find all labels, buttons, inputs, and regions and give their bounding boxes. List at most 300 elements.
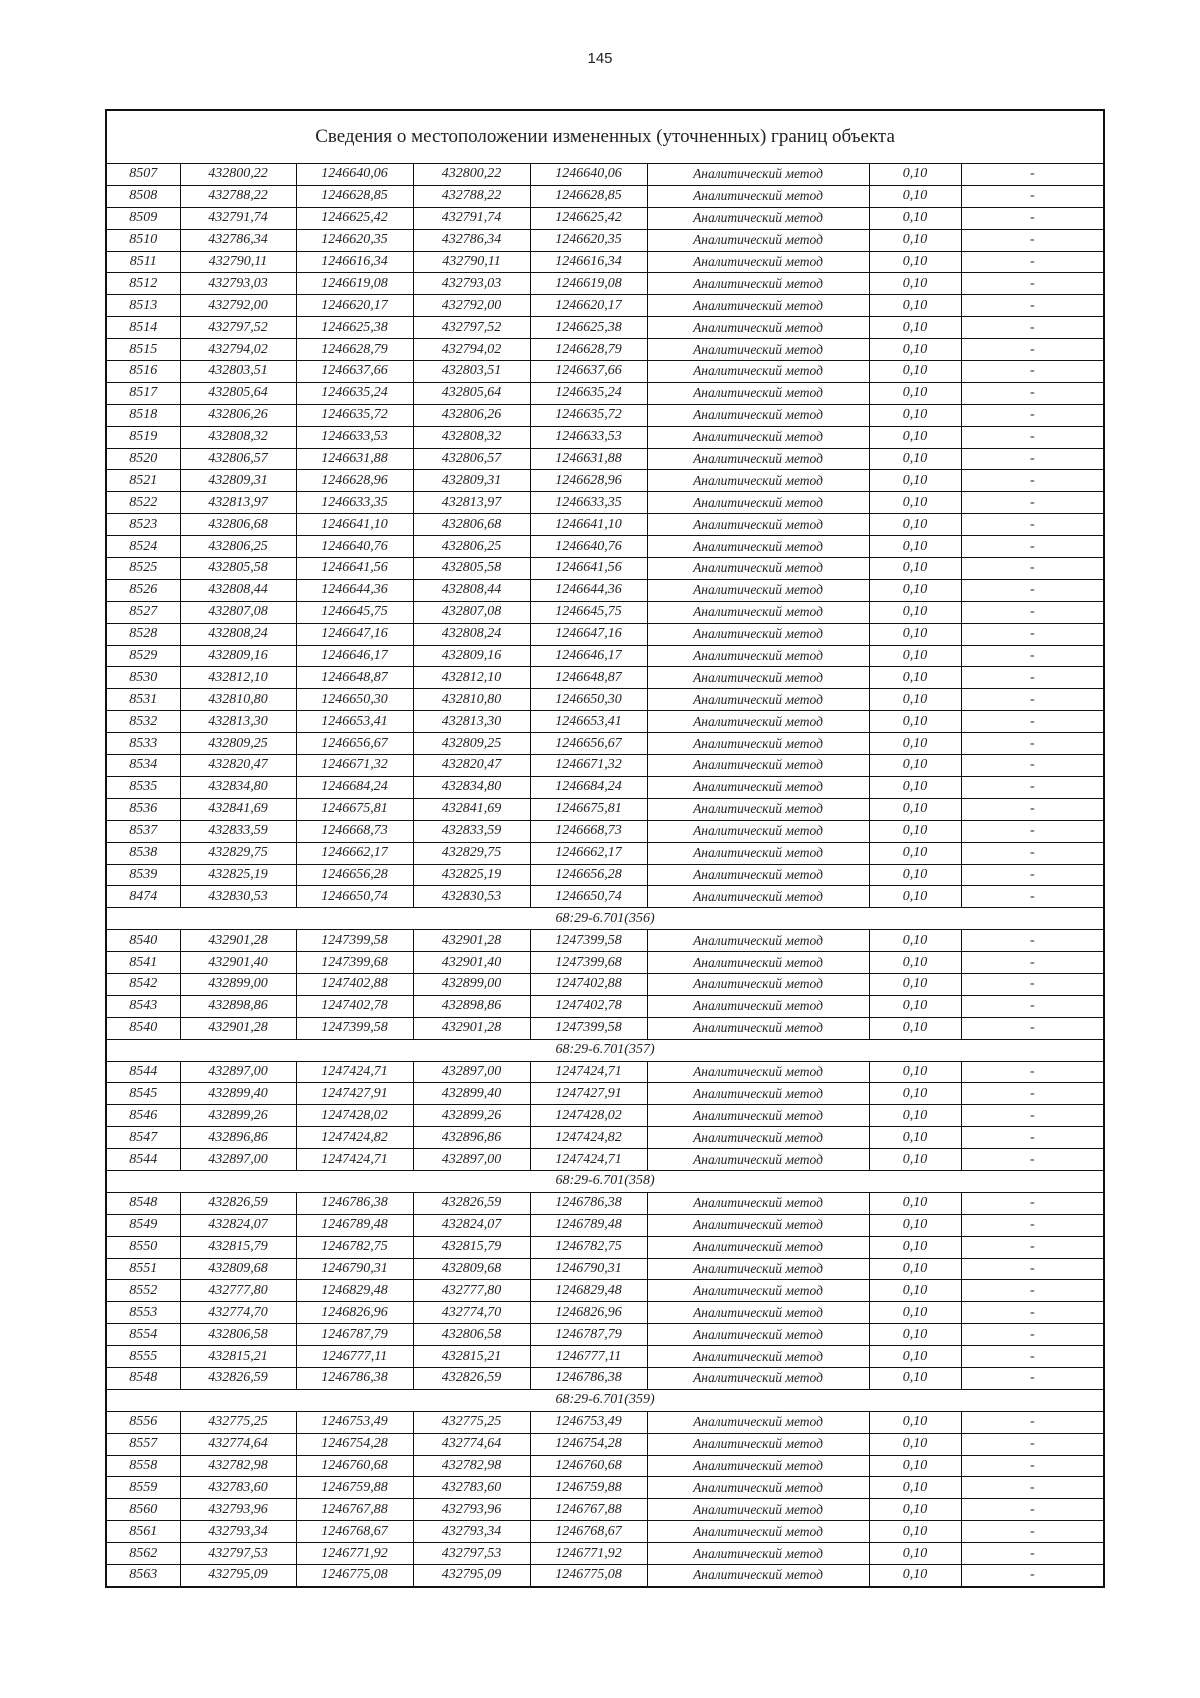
cell-method: Аналитический метод bbox=[647, 842, 869, 864]
cell-description: - bbox=[961, 317, 1104, 339]
cell-accuracy: 0,10 bbox=[869, 1214, 961, 1236]
cell-y-old: 1246628,85 bbox=[296, 185, 413, 207]
cell-y-old: 1246829,48 bbox=[296, 1280, 413, 1302]
cell-y-new: 1247424,71 bbox=[530, 1149, 647, 1171]
cell-x-new: 432898,86 bbox=[413, 995, 530, 1017]
cell-x-old: 432797,53 bbox=[180, 1543, 296, 1565]
cell-y-old: 1246644,36 bbox=[296, 579, 413, 601]
cell-y-old: 1246767,88 bbox=[296, 1499, 413, 1521]
cell-description: - bbox=[961, 382, 1104, 404]
cell-y-new: 1246647,16 bbox=[530, 623, 647, 645]
cell-y-old: 1247399,68 bbox=[296, 952, 413, 974]
cell-method: Аналитический метод bbox=[647, 1083, 869, 1105]
cell-y-old: 1246650,74 bbox=[296, 886, 413, 908]
cell-description: - bbox=[961, 755, 1104, 777]
table-row bbox=[106, 995, 1104, 1017]
cell-y-old: 1246641,10 bbox=[296, 514, 413, 536]
cell-method: Аналитический метод bbox=[647, 689, 869, 711]
cell-point-number: 8559 bbox=[106, 1477, 180, 1499]
cell-description: - bbox=[961, 776, 1104, 798]
cell-x-old: 432805,58 bbox=[180, 558, 296, 580]
cell-x-new: 432795,09 bbox=[413, 1565, 530, 1587]
cell-accuracy: 0,10 bbox=[869, 1017, 961, 1039]
cell-accuracy: 0,10 bbox=[869, 1367, 961, 1389]
cell-method: Аналитический метод bbox=[647, 1214, 869, 1236]
cell-accuracy: 0,10 bbox=[869, 1302, 961, 1324]
cell-accuracy: 0,10 bbox=[869, 536, 961, 558]
cell-y-old: 1247402,78 bbox=[296, 995, 413, 1017]
cell-method: Аналитический метод bbox=[647, 973, 869, 995]
cell-y-old: 1246620,17 bbox=[296, 295, 413, 317]
cell-accuracy: 0,10 bbox=[869, 1105, 961, 1127]
cell-x-old: 432898,86 bbox=[180, 995, 296, 1017]
cell-accuracy: 0,10 bbox=[869, 1455, 961, 1477]
cell-accuracy: 0,10 bbox=[869, 798, 961, 820]
cell-point-number: 8563 bbox=[106, 1565, 180, 1587]
cell-x-old: 432792,00 bbox=[180, 295, 296, 317]
cell-point-number: 8530 bbox=[106, 667, 180, 689]
cell-point-number: 8474 bbox=[106, 886, 180, 908]
cell-x-old: 432826,59 bbox=[180, 1192, 296, 1214]
cell-x-old: 432797,52 bbox=[180, 317, 296, 339]
cell-description: - bbox=[961, 886, 1104, 908]
cell-y-old: 1246620,35 bbox=[296, 229, 413, 251]
cell-y-new: 1246640,76 bbox=[530, 536, 647, 558]
cell-x-new: 432807,08 bbox=[413, 601, 530, 623]
cell-y-old: 1247428,02 bbox=[296, 1105, 413, 1127]
cell-x-new: 432793,34 bbox=[413, 1521, 530, 1543]
table-row bbox=[106, 361, 1104, 383]
cell-x-old: 432786,34 bbox=[180, 229, 296, 251]
table-row bbox=[106, 404, 1104, 426]
cell-accuracy: 0,10 bbox=[869, 1192, 961, 1214]
cell-y-old: 1246641,56 bbox=[296, 558, 413, 580]
cell-x-new: 432808,24 bbox=[413, 623, 530, 645]
cell-method: Аналитический метод bbox=[647, 667, 869, 689]
cell-method: Аналитический метод bbox=[647, 886, 869, 908]
table-row bbox=[106, 1411, 1104, 1433]
table-row bbox=[106, 1105, 1104, 1127]
cell-description: - bbox=[961, 623, 1104, 645]
table-row bbox=[106, 492, 1104, 514]
cell-accuracy: 0,10 bbox=[869, 820, 961, 842]
cell-description: - bbox=[961, 1127, 1104, 1149]
cell-method: Аналитический метод bbox=[647, 1411, 869, 1433]
cell-accuracy: 0,10 bbox=[869, 689, 961, 711]
cell-y-new: 1246648,87 bbox=[530, 667, 647, 689]
cell-y-new: 1246650,74 bbox=[530, 886, 647, 908]
cell-y-new: 1246620,35 bbox=[530, 229, 647, 251]
table-row bbox=[106, 1477, 1104, 1499]
table-row bbox=[106, 273, 1104, 295]
cell-accuracy: 0,10 bbox=[869, 470, 961, 492]
cell-y-old: 1246668,73 bbox=[296, 820, 413, 842]
cell-y-new: 1246684,24 bbox=[530, 776, 647, 798]
table-row bbox=[106, 1258, 1104, 1280]
cell-method: Аналитический метод bbox=[647, 448, 869, 470]
cell-y-new: 1246653,41 bbox=[530, 711, 647, 733]
cell-description: - bbox=[961, 1302, 1104, 1324]
cell-accuracy: 0,10 bbox=[869, 317, 961, 339]
cell-point-number: 8542 bbox=[106, 973, 180, 995]
cell-x-new: 432786,34 bbox=[413, 229, 530, 251]
cell-point-number: 8508 bbox=[106, 185, 180, 207]
cell-y-old: 1246619,08 bbox=[296, 273, 413, 295]
cell-accuracy: 0,10 bbox=[869, 1543, 961, 1565]
cell-point-number: 8513 bbox=[106, 295, 180, 317]
cell-x-new: 432792,00 bbox=[413, 295, 530, 317]
cell-description: - bbox=[961, 1543, 1104, 1565]
cell-point-number: 8510 bbox=[106, 229, 180, 251]
cell-x-new: 432834,80 bbox=[413, 776, 530, 798]
cell-accuracy: 0,10 bbox=[869, 1258, 961, 1280]
cell-accuracy: 0,10 bbox=[869, 339, 961, 361]
cell-x-new: 432899,26 bbox=[413, 1105, 530, 1127]
cell-y-new: 1246635,72 bbox=[530, 404, 647, 426]
cell-x-new: 432809,31 bbox=[413, 470, 530, 492]
cell-x-old: 432896,86 bbox=[180, 1127, 296, 1149]
cell-point-number: 8523 bbox=[106, 514, 180, 536]
cell-x-old: 432808,32 bbox=[180, 426, 296, 448]
cell-method: Аналитический метод bbox=[647, 382, 869, 404]
cell-method: Аналитический метод bbox=[647, 820, 869, 842]
cell-x-new: 432809,25 bbox=[413, 733, 530, 755]
cell-y-new: 1247424,82 bbox=[530, 1127, 647, 1149]
cell-x-new: 432805,58 bbox=[413, 558, 530, 580]
section-label: 68:29-6.701(356) bbox=[106, 908, 1104, 930]
section-label: 68:29-6.701(359) bbox=[106, 1389, 1104, 1411]
table-row bbox=[106, 755, 1104, 777]
cell-x-old: 432901,28 bbox=[180, 930, 296, 952]
table-row bbox=[106, 711, 1104, 733]
cell-point-number: 8554 bbox=[106, 1324, 180, 1346]
cell-accuracy: 0,10 bbox=[869, 273, 961, 295]
table-row bbox=[106, 1455, 1104, 1477]
cell-point-number: 8533 bbox=[106, 733, 180, 755]
cell-method: Аналитический метод bbox=[647, 1017, 869, 1039]
cell-x-old: 432899,26 bbox=[180, 1105, 296, 1127]
cell-y-new: 1246759,88 bbox=[530, 1477, 647, 1499]
cell-y-old: 1246635,24 bbox=[296, 382, 413, 404]
cell-accuracy: 0,10 bbox=[869, 973, 961, 995]
cell-x-new: 432829,75 bbox=[413, 842, 530, 864]
cell-x-new: 432806,26 bbox=[413, 404, 530, 426]
cell-method: Аналитический метод bbox=[647, 733, 869, 755]
cell-x-old: 432809,16 bbox=[180, 645, 296, 667]
cell-y-old: 1246648,87 bbox=[296, 667, 413, 689]
cell-method: Аналитический метод bbox=[647, 1521, 869, 1543]
table-row bbox=[106, 514, 1104, 536]
cell-x-new: 432901,28 bbox=[413, 930, 530, 952]
table-row bbox=[106, 164, 1104, 186]
cell-method: Аналитический метод bbox=[647, 536, 869, 558]
cell-y-old: 1246786,38 bbox=[296, 1192, 413, 1214]
cell-description: - bbox=[961, 1192, 1104, 1214]
cell-accuracy: 0,10 bbox=[869, 733, 961, 755]
cell-accuracy: 0,10 bbox=[869, 755, 961, 777]
cell-description: - bbox=[961, 448, 1104, 470]
cell-method: Аналитический метод bbox=[647, 1565, 869, 1587]
cell-accuracy: 0,10 bbox=[869, 251, 961, 273]
cell-x-old: 432813,97 bbox=[180, 492, 296, 514]
table-row bbox=[106, 1302, 1104, 1324]
cell-point-number: 8516 bbox=[106, 361, 180, 383]
cell-x-old: 432782,98 bbox=[180, 1455, 296, 1477]
cell-y-new: 1246645,75 bbox=[530, 601, 647, 623]
section-header-row bbox=[106, 908, 1104, 930]
cell-accuracy: 0,10 bbox=[869, 1280, 961, 1302]
cell-description: - bbox=[961, 492, 1104, 514]
cell-point-number: 8536 bbox=[106, 798, 180, 820]
cell-description: - bbox=[961, 1455, 1104, 1477]
cell-description: - bbox=[961, 1499, 1104, 1521]
cell-accuracy: 0,10 bbox=[869, 1521, 961, 1543]
cell-accuracy: 0,10 bbox=[869, 1061, 961, 1083]
cell-x-old: 432825,19 bbox=[180, 864, 296, 886]
cell-y-new: 1246754,28 bbox=[530, 1433, 647, 1455]
cell-x-new: 432791,74 bbox=[413, 207, 530, 229]
cell-description: - bbox=[961, 1083, 1104, 1105]
boundary-table bbox=[105, 109, 1105, 1588]
table-row bbox=[106, 536, 1104, 558]
cell-method: Аналитический метод bbox=[647, 1455, 869, 1477]
table-row bbox=[106, 229, 1104, 251]
cell-method: Аналитический метод bbox=[647, 864, 869, 886]
cell-x-new: 432901,28 bbox=[413, 1017, 530, 1039]
cell-point-number: 8518 bbox=[106, 404, 180, 426]
cell-point-number: 8553 bbox=[106, 1302, 180, 1324]
cell-method: Аналитический метод bbox=[647, 492, 869, 514]
cell-point-number: 8555 bbox=[106, 1346, 180, 1368]
table-row bbox=[106, 1543, 1104, 1565]
cell-x-new: 432896,86 bbox=[413, 1127, 530, 1149]
cell-y-new: 1246789,48 bbox=[530, 1214, 647, 1236]
cell-description: - bbox=[961, 536, 1104, 558]
cell-y-new: 1246625,38 bbox=[530, 317, 647, 339]
cell-y-old: 1246662,17 bbox=[296, 842, 413, 864]
cell-x-new: 432830,53 bbox=[413, 886, 530, 908]
cell-x-new: 432774,70 bbox=[413, 1302, 530, 1324]
cell-point-number: 8507 bbox=[106, 164, 180, 186]
cell-y-new: 1246768,67 bbox=[530, 1521, 647, 1543]
cell-point-number: 8548 bbox=[106, 1192, 180, 1214]
section-header-row bbox=[106, 1170, 1104, 1192]
cell-y-new: 1246787,79 bbox=[530, 1324, 647, 1346]
cell-y-new: 1246760,68 bbox=[530, 1455, 647, 1477]
cell-x-old: 432826,59 bbox=[180, 1367, 296, 1389]
cell-y-old: 1247424,71 bbox=[296, 1061, 413, 1083]
cell-description: - bbox=[961, 667, 1104, 689]
cell-x-new: 432783,60 bbox=[413, 1477, 530, 1499]
cell-y-new: 1246775,08 bbox=[530, 1565, 647, 1587]
cell-x-new: 432794,02 bbox=[413, 339, 530, 361]
cell-method: Аналитический метод bbox=[647, 952, 869, 974]
cell-accuracy: 0,10 bbox=[869, 776, 961, 798]
cell-description: - bbox=[961, 798, 1104, 820]
cell-y-old: 1246625,42 bbox=[296, 207, 413, 229]
section-header-row bbox=[106, 1039, 1104, 1061]
table-row bbox=[106, 776, 1104, 798]
cell-y-new: 1247402,88 bbox=[530, 973, 647, 995]
table-row bbox=[106, 842, 1104, 864]
cell-method: Аналитический метод bbox=[647, 930, 869, 952]
cell-x-new: 432897,00 bbox=[413, 1061, 530, 1083]
cell-accuracy: 0,10 bbox=[869, 842, 961, 864]
cell-x-new: 432782,98 bbox=[413, 1455, 530, 1477]
cell-method: Аналитический метод bbox=[647, 601, 869, 623]
cell-method: Аналитический метод bbox=[647, 295, 869, 317]
cell-x-old: 432783,60 bbox=[180, 1477, 296, 1499]
table-row bbox=[106, 1061, 1104, 1083]
cell-method: Аналитический метод bbox=[647, 1324, 869, 1346]
cell-point-number: 8531 bbox=[106, 689, 180, 711]
cell-x-new: 432826,59 bbox=[413, 1367, 530, 1389]
cell-x-old: 432901,28 bbox=[180, 1017, 296, 1039]
table-row bbox=[106, 1433, 1104, 1455]
cell-method: Аналитический метод bbox=[647, 273, 869, 295]
cell-description: - bbox=[961, 1017, 1104, 1039]
cell-x-old: 432793,03 bbox=[180, 273, 296, 295]
cell-point-number: 8519 bbox=[106, 426, 180, 448]
table-row bbox=[106, 185, 1104, 207]
cell-y-new: 1246675,81 bbox=[530, 798, 647, 820]
cell-description: - bbox=[961, 820, 1104, 842]
table-row bbox=[106, 1017, 1104, 1039]
cell-x-new: 432812,10 bbox=[413, 667, 530, 689]
cell-y-new: 1246782,75 bbox=[530, 1236, 647, 1258]
cell-y-old: 1247399,58 bbox=[296, 930, 413, 952]
table-row bbox=[106, 1214, 1104, 1236]
cell-method: Аналитический метод bbox=[647, 711, 869, 733]
cell-x-old: 432815,79 bbox=[180, 1236, 296, 1258]
cell-method: Аналитический метод bbox=[647, 1499, 869, 1521]
cell-y-old: 1246760,68 bbox=[296, 1455, 413, 1477]
cell-y-new: 1247399,58 bbox=[530, 930, 647, 952]
table-row bbox=[106, 1499, 1104, 1521]
cell-method: Аналитический метод bbox=[647, 1433, 869, 1455]
cell-x-old: 432793,34 bbox=[180, 1521, 296, 1543]
cell-accuracy: 0,10 bbox=[869, 404, 961, 426]
cell-method: Аналитический метод bbox=[647, 623, 869, 645]
cell-y-old: 1247424,82 bbox=[296, 1127, 413, 1149]
cell-point-number: 8526 bbox=[106, 579, 180, 601]
cell-x-new: 432813,97 bbox=[413, 492, 530, 514]
table-row bbox=[106, 733, 1104, 755]
cell-y-new: 1247399,68 bbox=[530, 952, 647, 974]
cell-x-old: 432897,00 bbox=[180, 1149, 296, 1171]
cell-method: Аналитический метод bbox=[647, 1236, 869, 1258]
cell-x-new: 432833,59 bbox=[413, 820, 530, 842]
cell-x-old: 432813,30 bbox=[180, 711, 296, 733]
cell-x-old: 432793,96 bbox=[180, 1499, 296, 1521]
cell-x-new: 432899,00 bbox=[413, 973, 530, 995]
cell-point-number: 8525 bbox=[106, 558, 180, 580]
cell-point-number: 8527 bbox=[106, 601, 180, 623]
cell-y-new: 1246635,24 bbox=[530, 382, 647, 404]
cell-accuracy: 0,10 bbox=[869, 558, 961, 580]
section-label: 68:29-6.701(357) bbox=[106, 1039, 1104, 1061]
table-row bbox=[106, 1280, 1104, 1302]
cell-x-old: 432800,22 bbox=[180, 164, 296, 186]
cell-x-old: 432809,68 bbox=[180, 1258, 296, 1280]
table-row bbox=[106, 930, 1104, 952]
cell-point-number: 8535 bbox=[106, 776, 180, 798]
cell-x-old: 432805,64 bbox=[180, 382, 296, 404]
table-row bbox=[106, 1521, 1104, 1543]
cell-method: Аналитический метод bbox=[647, 361, 869, 383]
cell-description: - bbox=[961, 1521, 1104, 1543]
cell-x-old: 432788,22 bbox=[180, 185, 296, 207]
cell-accuracy: 0,10 bbox=[869, 1565, 961, 1587]
table-row bbox=[106, 1083, 1104, 1105]
cell-method: Аналитический метод bbox=[647, 470, 869, 492]
cell-y-old: 1246656,67 bbox=[296, 733, 413, 755]
table-row bbox=[106, 207, 1104, 229]
cell-point-number: 8545 bbox=[106, 1083, 180, 1105]
cell-description: - bbox=[961, 1433, 1104, 1455]
cell-point-number: 8538 bbox=[106, 842, 180, 864]
cell-y-new: 1246619,08 bbox=[530, 273, 647, 295]
cell-accuracy: 0,10 bbox=[869, 886, 961, 908]
cell-y-old: 1246787,79 bbox=[296, 1324, 413, 1346]
cell-method: Аналитический метод bbox=[647, 317, 869, 339]
cell-x-new: 432806,58 bbox=[413, 1324, 530, 1346]
cell-x-new: 432815,21 bbox=[413, 1346, 530, 1368]
table-row bbox=[106, 1236, 1104, 1258]
cell-point-number: 8557 bbox=[106, 1433, 180, 1455]
cell-accuracy: 0,10 bbox=[869, 164, 961, 186]
cell-y-new: 1246829,48 bbox=[530, 1280, 647, 1302]
cell-method: Аналитический метод bbox=[647, 558, 869, 580]
table-row bbox=[106, 382, 1104, 404]
document-body bbox=[105, 109, 1103, 1588]
cell-point-number: 8540 bbox=[106, 1017, 180, 1039]
cell-description: - bbox=[961, 361, 1104, 383]
cell-x-old: 432806,68 bbox=[180, 514, 296, 536]
cell-y-old: 1246646,17 bbox=[296, 645, 413, 667]
cell-description: - bbox=[961, 164, 1104, 186]
cell-x-old: 432807,08 bbox=[180, 601, 296, 623]
cell-accuracy: 0,10 bbox=[869, 645, 961, 667]
cell-description: - bbox=[961, 1105, 1104, 1127]
cell-x-old: 432806,25 bbox=[180, 536, 296, 558]
cell-y-old: 1246628,79 bbox=[296, 339, 413, 361]
cell-method: Аналитический метод bbox=[647, 1280, 869, 1302]
cell-accuracy: 0,10 bbox=[869, 1477, 961, 1499]
cell-description: - bbox=[961, 185, 1104, 207]
table-row bbox=[106, 295, 1104, 317]
cell-y-new: 1246753,49 bbox=[530, 1411, 647, 1433]
cell-description: - bbox=[961, 842, 1104, 864]
table-row bbox=[106, 973, 1104, 995]
cell-method: Аналитический метод bbox=[647, 1149, 869, 1171]
cell-y-new: 1246826,96 bbox=[530, 1302, 647, 1324]
cell-x-old: 432806,57 bbox=[180, 448, 296, 470]
cell-accuracy: 0,10 bbox=[869, 601, 961, 623]
cell-x-new: 432809,16 bbox=[413, 645, 530, 667]
cell-x-old: 432897,00 bbox=[180, 1061, 296, 1083]
table-row bbox=[106, 1192, 1104, 1214]
cell-x-new: 432813,30 bbox=[413, 711, 530, 733]
cell-y-new: 1246786,38 bbox=[530, 1192, 647, 1214]
cell-point-number: 8515 bbox=[106, 339, 180, 361]
cell-description: - bbox=[961, 952, 1104, 974]
cell-x-new: 432806,25 bbox=[413, 536, 530, 558]
cell-x-new: 432806,68 bbox=[413, 514, 530, 536]
cell-accuracy: 0,10 bbox=[869, 361, 961, 383]
table-row bbox=[106, 864, 1104, 886]
cell-method: Аналитический метод bbox=[647, 1192, 869, 1214]
